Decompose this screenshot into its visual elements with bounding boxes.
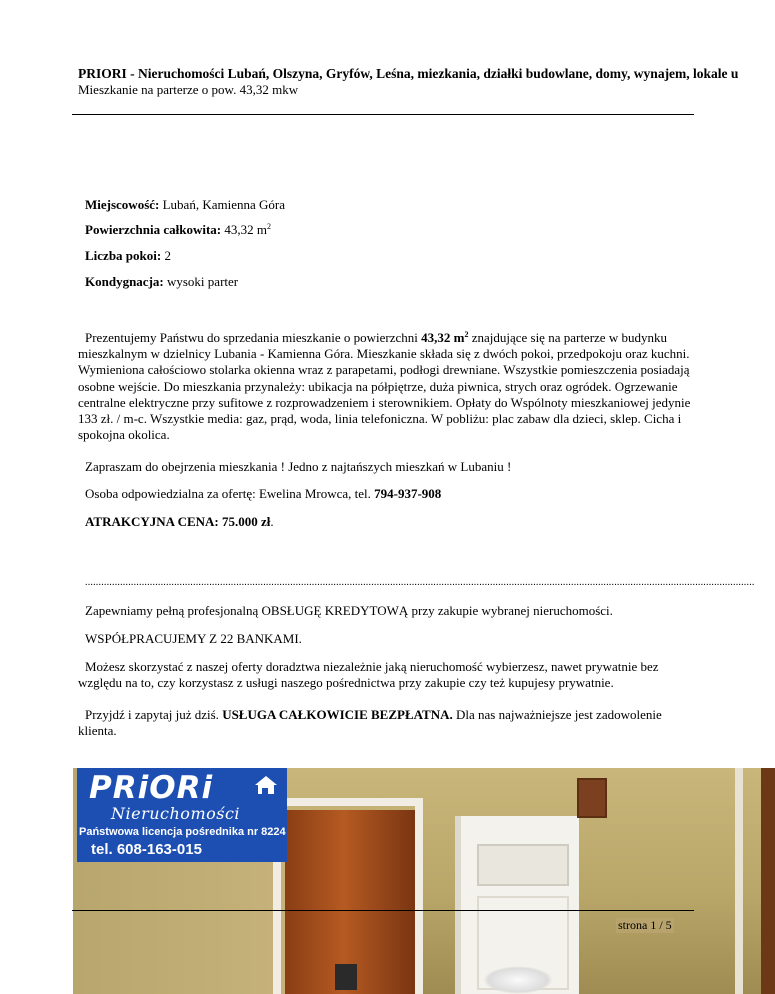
description-paragraph xyxy=(78,330,696,443)
visit-text xyxy=(78,707,696,739)
page-subtitle: Mieszkanie na parterze o pow. 43,32 mkw xyxy=(78,82,299,97)
header-divider xyxy=(72,114,694,115)
logo-name: PRiORi xyxy=(89,770,214,806)
contact-text: Osoba odpowiedzialna za ofertę: Ewelina Mrowca, tel. xyxy=(85,486,375,501)
priori-logo xyxy=(77,768,287,862)
description-post: znajdujące się na parterze w budynku mieszkalnym w dzielnicy Lubania - Kamienna Góra. Mieszkanie składa się z dwóch pokoi, przedpokoju oraz kuchni. Wymieniona całościowo stolarka okienna wraz z parapetami, podłogi drewniane. Wszystkie pomieszczenia posiadają osobne wejście. Do mieszkania przynależy: ubikacja na półpiętrze, duża piwnica, strych oraz ogródek. Ogrzewanie centralne elektryczne przy sufitowe z rozprowadzeniem i sterownikiem. Opłaty do Wspólnoty mieszkaniowej jedynie 133 zł. / m-c. Wszystkie media: gaz, prąd, woda, linia telefoniczna. W pobliżu: plac zabaw dla dzieci, sklep. Cicha i spokojna okolica. xyxy=(78,330,691,443)
logo-phone: tel. 608-163-015 xyxy=(91,841,202,858)
description-area: 43,32 $m^2$ xyxy=(421,330,469,345)
field-rooms-label: Liczba pokoi: xyxy=(85,248,162,263)
visit-post: Dla nas najważniejsze jest zadowolenie klienta. xyxy=(78,707,662,739)
contact-phone: 794-937-908 xyxy=(374,486,442,501)
field-area-sup: 2 xyxy=(267,222,271,231)
field-location xyxy=(85,197,703,213)
field-area xyxy=(85,222,703,238)
field-floor-label: Kondygnacja: xyxy=(85,274,164,289)
price-line xyxy=(78,514,696,530)
page-number: strona 1 / 5 xyxy=(618,918,672,932)
wall-picture xyxy=(577,778,607,818)
visit-pre: Przyjdź i zapytaj już dziś. xyxy=(85,707,223,722)
banks-text: WSPÓŁPRACUJEMY Z 22 BANKAMI. xyxy=(85,631,302,646)
field-area-label: Powierzchnia całkowita: xyxy=(85,222,222,237)
logo-license: Państwowa licencja pośrednika nr 8224 xyxy=(79,826,286,838)
advice-text: Możesz skorzystać z naszej oferty doradztwa niezależnie jaką nieruchomość wybierzesz, nawet prywatnie bez względu na to, czy korzystasz z usługi naszego pośrednictwa przy zakupie czy też kupujesy prywatnie. xyxy=(78,659,659,691)
field-area-value: 43,32 m xyxy=(224,222,267,237)
credit-text: Zapewniamy pełną profesjonalną OBSŁUGĘ KREDYTOWĄ przy zakupie wybranej nieruchomości. xyxy=(85,603,613,618)
field-floor xyxy=(85,274,703,290)
page-title: PRIORI - Nieruchomości Lubań, Olszyna, Gryfów, Leśna, miezkania, działki budowlane, domy, wynajem, lokale u xyxy=(78,66,739,81)
house-icon xyxy=(253,774,279,796)
price-label: ATRAKCYJNA CENA: 75.000 zł xyxy=(85,514,271,529)
field-rooms xyxy=(85,248,703,264)
field-rooms-value: 2 xyxy=(164,248,171,263)
invite-text: Zapraszam do obejrzenia mieszkania ! Jedno z najtańszych mieszkań w Lubaniu ! xyxy=(85,459,512,474)
logo-sub: Nieruchomości xyxy=(111,804,241,823)
price-dot: . xyxy=(270,514,274,529)
visit-bold: USŁUGA CAŁKOWICIE BEZPŁATNA. xyxy=(222,707,453,722)
footer-divider xyxy=(72,910,694,911)
field-floor-value: wysoki parter xyxy=(166,274,239,289)
contact-line xyxy=(78,486,696,502)
dotted-divider: ........................................................................................................................................................................................................................................................ xyxy=(85,577,755,588)
field-location-value: Lubań, Kamienna Góra xyxy=(162,197,285,212)
description-pre: Prezentujemy Państwu do sprzedania mieszkanie o powierzchni xyxy=(85,330,422,345)
field-location-label: Miejscowość: xyxy=(85,197,160,212)
